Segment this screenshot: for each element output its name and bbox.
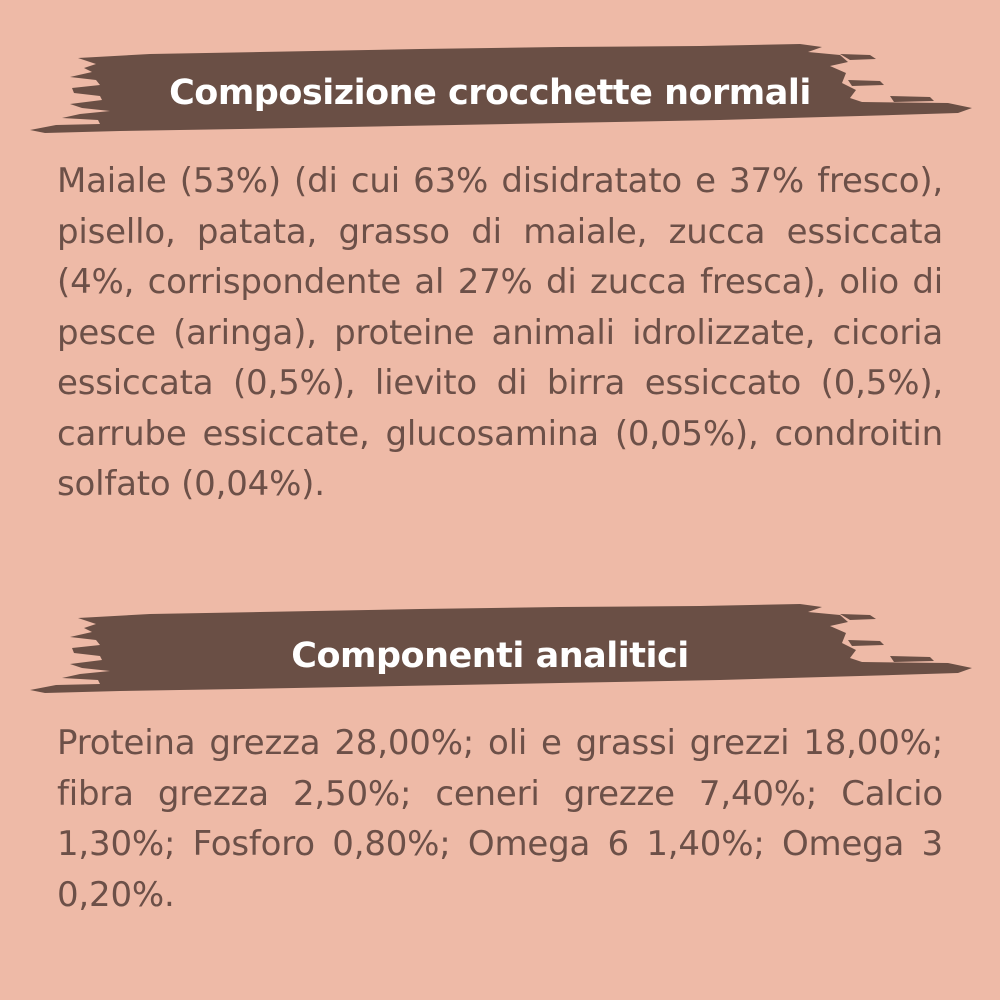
- heading-banner-composition: [0, 40, 1000, 150]
- analytical-components-text: Proteina grezza 28,00%; oli e grassi grezzi 18,00%; fibra grezza 2,50%; ceneri grezze 7,40%; Calcio 1,30%; Fosforo 0,80%; Omega 6 1,40%; Omega 3 0,20%.: [57, 723, 943, 915]
- section-heading: Componenti analitici: [291, 636, 689, 676]
- section-heading: Composizione crocchette normali: [169, 73, 811, 113]
- heading-banner-analytical: [0, 600, 1000, 710]
- composition-text: Maiale (53%) (di cui 63% disidratato e 37% fresco), pisello, patata, grasso di maiale, zucca essiccata (4%, corrispondente al 27% di zucca fresca), olio di pesce (aringa), proteine animali idrolizzate, cicoria essiccata (0,5%), lievito di birra essiccato (0,5%), carrube essiccate, glucosamina (0,05%), condroitin solfato (0,04%).: [57, 161, 943, 504]
